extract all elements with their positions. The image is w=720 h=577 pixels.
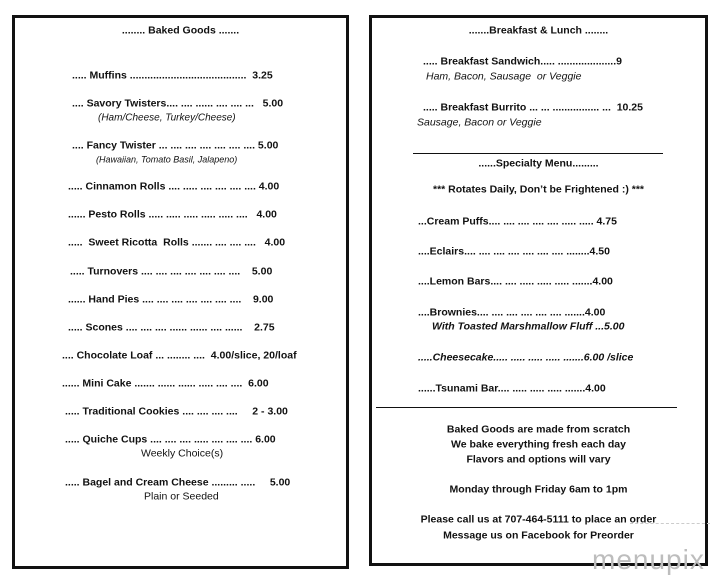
- divider: [376, 407, 677, 408]
- business-hours: Monday through Friday 6am to 1pm: [449, 483, 628, 496]
- menu-item-breakfast-sandwich: ..... Breakfast Sandwich..... ....................9: [423, 55, 622, 68]
- menu-item-eclairs: ....Eclairs.... .... .... .... .... .... .... ........4.50: [418, 245, 610, 258]
- menu-item-quiche-cups: ..... Quiche Cups .... .... .... ..... .... .... .... 6.00: [65, 433, 276, 446]
- menu-item-cream-puffs: ...Cream Puffs.... .... .... .... .... ..... ..... 4.75: [418, 215, 617, 228]
- menu-item-bagel: ..... Bagel and Cream Cheese ......... ..... 5.00: [65, 476, 291, 489]
- menu-item-mini-cake: ...... Mini Cake ....... ...... ...... ..... .... .... 6.00: [62, 377, 269, 390]
- specialty-note: *** Rotates Daily, Don’t be Frightened :) ***: [433, 183, 644, 196]
- menu-item-traditional-cookies: ..... Traditional Cookies .... .... .... .... 2 - 3.00: [65, 405, 288, 418]
- menu-item-description: (Ham/Cheese, Turkey/Cheese): [98, 112, 236, 124]
- menu-item-fancy-twister: .... Fancy Twister ... .... .... .... .... .... .... 5.00: [72, 139, 279, 152]
- menu-item-breakfast-burrito: ..... Breakfast Burrito ... ... ................ ... 10.25: [423, 101, 643, 114]
- menu-item-description: Sausage, Bacon or Veggie: [417, 116, 542, 129]
- info-line: Flavors and options will vary: [466, 453, 611, 466]
- menu-item-description: Ham, Bacon, Sausage or Veggie: [426, 70, 582, 83]
- menupix-watermark: menupix: [592, 544, 705, 575]
- menu-item-lemon-bars: ....Lemon Bars.... .... ..... ..... ..... .......4.00: [418, 275, 613, 288]
- menu-item-description: With Toasted Marshmallow Fluff ...5.00: [432, 320, 625, 333]
- menu-item-cheesecake: .....Cheesecake..... ..... ..... ..... .......6.00 /slice: [418, 351, 634, 364]
- menu-item-note: Plain or Seeded: [144, 490, 219, 503]
- menu-item-note: Weekly Choice(s): [141, 447, 224, 460]
- divider: [413, 153, 663, 154]
- menu-item-savory-twisters: .... Savory Twisters.... .... ...... .... .... ... 5.00: [72, 97, 284, 110]
- section-title-specialty-menu: ......Specialty Menu.........: [478, 157, 599, 170]
- contact-facebook: Message us on Facebook for Preorder: [443, 529, 634, 542]
- menu-item-tsunami-bar: ......Tsunami Bar.... ..... ..... ..... .......4.00: [418, 382, 606, 395]
- menu-item-hand-pies: ...... Hand Pies .... .... .... .... .... .... .... 9.00: [68, 293, 274, 306]
- menu-item-scones: ..... Scones .... .... .... ...... ...... .... ...... 2.75: [68, 321, 275, 334]
- menu-item-turnovers: ..... Turnovers .... .... .... .... .... .... .... 5.00: [70, 265, 273, 278]
- info-line: We bake everything fresh each day: [451, 438, 626, 451]
- contact-phone: Please call us at 707-464-5111 to place an order: [420, 513, 657, 526]
- section-title-breakfast-lunch: .......Breakfast & Lunch ........: [468, 24, 609, 37]
- menu-item-muffins: ..... Muffins ........................................ 3.25: [72, 69, 273, 82]
- menu-item-chocolate-loaf: .... Chocolate Loaf ... ........ .... 4.00/slice, 20/loaf: [62, 349, 297, 362]
- menu-item-cinnamon-rolls: ..... Cinnamon Rolls .... ..... .... .... .... .... 4.00: [68, 180, 280, 193]
- menu-item-description: (Hawaiian, Tomato Basil, Jalapeno): [96, 154, 238, 165]
- menu-item-pesto-rolls: ...... Pesto Rolls ..... ..... ..... ..... ..... .... 4.00: [68, 208, 277, 221]
- menu-item-sweet-ricotta-rolls: ..... Sweet Ricotta Rolls ....... .... .... .... 4.00: [68, 236, 286, 249]
- info-line: Baked Goods are made from scratch: [446, 423, 631, 436]
- menu-item-brownies: ....Brownies.... .... .... .... .... .... .......4.00: [418, 306, 606, 319]
- watermark-line: [630, 523, 710, 524]
- section-title-baked-goods: ........ Baked Goods .......: [121, 24, 240, 37]
